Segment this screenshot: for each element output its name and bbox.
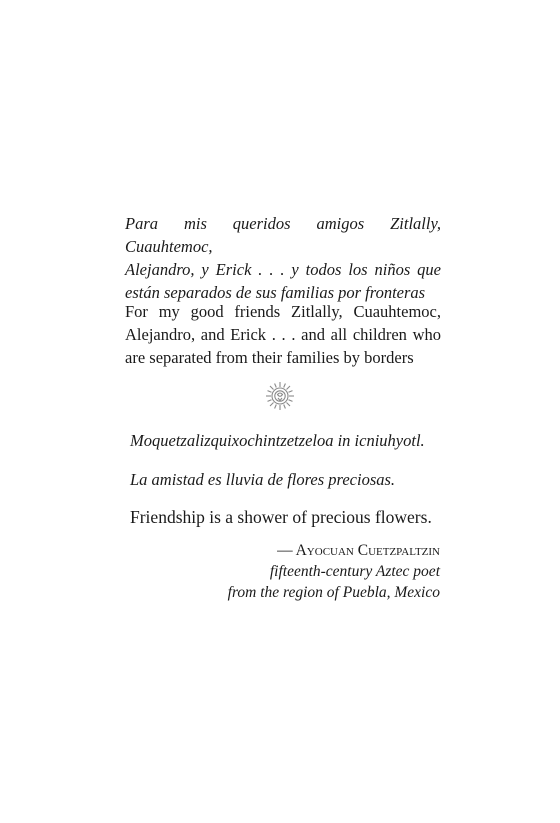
dedication-english-line: For my good friends Zitlally, Cuauhtemoc, [125,302,441,321]
epigraph-author-origin: from the region of Puebla, Mexico [227,584,440,601]
sun-ornament-icon [265,381,295,411]
epigraph-english: Friendship is a shower of precious flowers. [130,507,432,527]
epigraph-nahuatl: Moquetzalizquixochintzetzeloa in icniuhyotl. [130,431,425,450]
epigraph-spanish: La amistad es lluvia de flores preciosas. [130,470,396,489]
dedication-english-line: Alejandro, and Erick . . . and all children who [125,325,441,344]
dedication-spanish-line: están separados de sus familias por fronteras [125,283,426,302]
epigraph-author-description: fifteenth-century Aztec poet [269,563,440,580]
dedication-english [125,300,441,369]
dedication-spanish [125,212,441,304]
epigraph-attribution [228,540,440,603]
dedication-spanish-line: Alejandro, y Erick . . . y todos los niños que [125,260,441,279]
dedication-english-line: are separated from their families by borders [125,348,414,367]
epigraph-author: — Ayocuan Cuetzpaltzin [277,542,440,559]
dedication-spanish-line: Para mis queridos amigos Zitlally, Cuauhtemoc, [125,214,441,256]
